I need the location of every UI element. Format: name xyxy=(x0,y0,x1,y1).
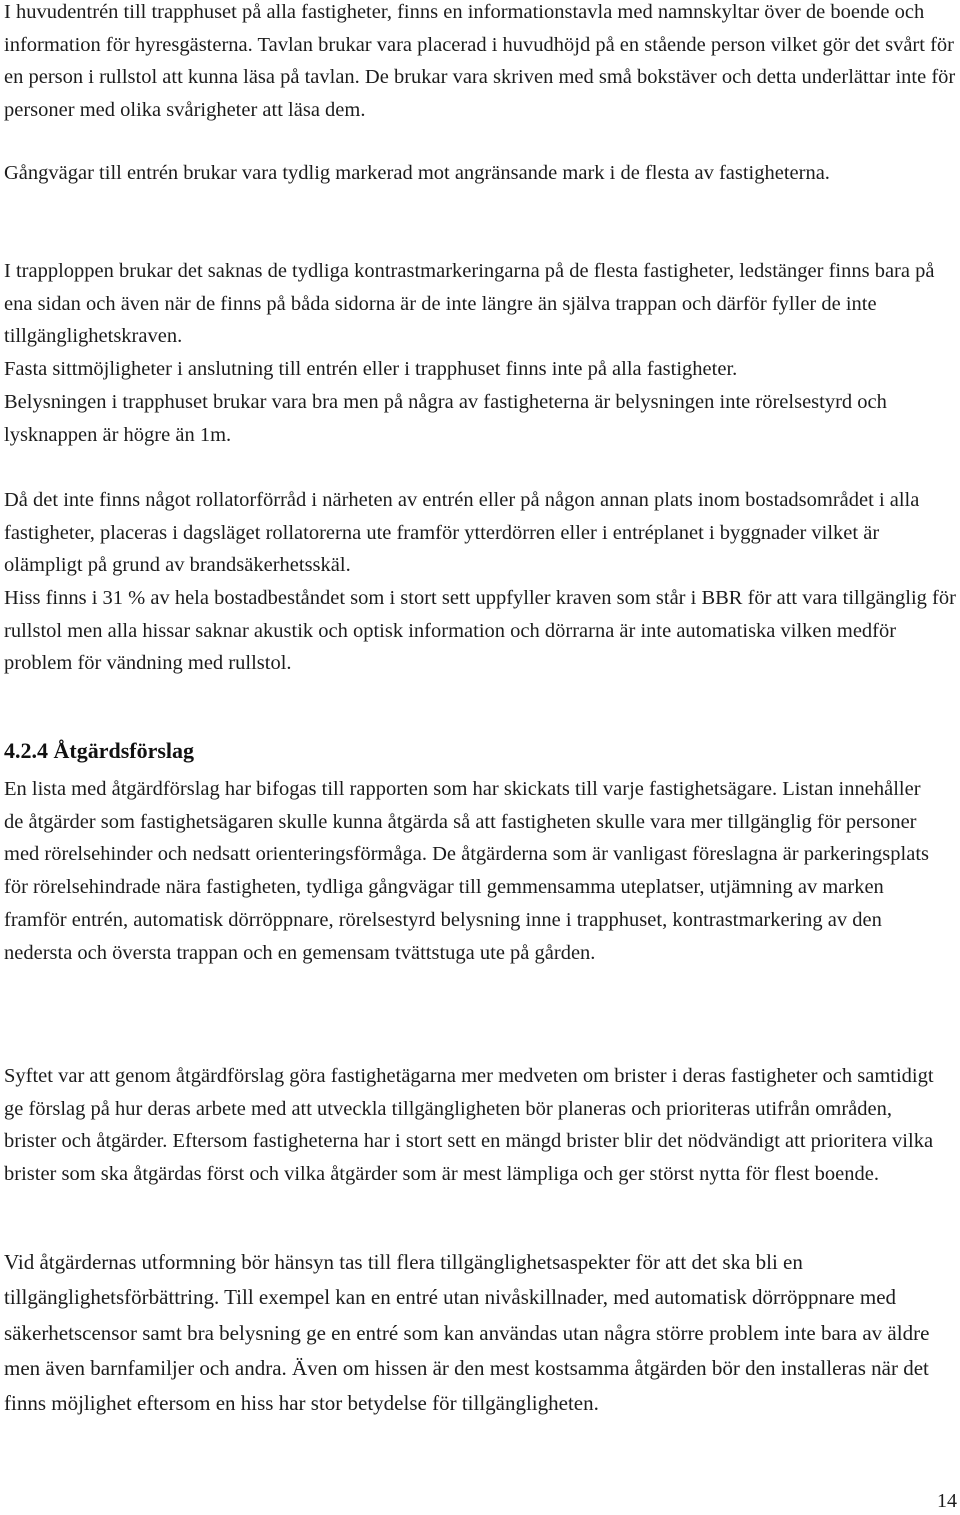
paragraph-information-board: I huvudentrén till trapphuset på alla fastigheter, finns en informationstavla med namnskyltar över de boende och information för hyresgästerna. Tavlan brukar vara placerad i huvudhöjd på en stående person vilket gör det svårt för en person i rullstol att kunna läsa på tavlan. De brukar vara skriven med små bokstäver och detta underlättar inte för personer med olika svårigheter att läsa dem. xyxy=(4,1,956,121)
paragraph-purpose: Syftet var att genom åtgärdförslag göra fastighetägarna mer medveten om brister i deras fastigheter och samtidigt ge förslag på hur deras arbete med att utveckla tillgängligheten bör planeras och prioriteras utifrån områden, brister och åtgärder. Eftersom fastigheterna har i stort sett en mängd brister blir det nödvändigt att prioritera vilka brister som ska åtgärdas först och vilka åtgärder som är mest lämpliga och ger störst nytta för flest boende. xyxy=(4,1065,934,1186)
paragraph-design-considerations: Vid åtgärdernas utformning bör hänsyn tas till flera tillgänglighetsaspekter för att det ska bli en tillgänglighetsförbättring. Till exempel kan en entré utan nivåskillnader, med automatisk dörröppnare med säkerhetscensor samt bra belysning ge en entré som kan användas utan några större problem inte bara av äldre men även barnfamiljer och andra. Även om hissen är den mest kostsamma åtgärden bör den installeras när det finns möjlighet eftersom en hiss har stor betydelse för tillgängligheten. xyxy=(4,1250,930,1416)
paragraph-stair-flights: I trapploppen brukar det saknas de tydliga kontrastmarkeringarna på de flesta fastigheter, ledstänger finns bara på ena sidan och även när de finns på båda sidorna är de inte längre än själva trappan och därför fyller de inte tillgänglighetskraven. xyxy=(4,260,935,348)
section-heading: 4.2.4 Åtgärdsförslag xyxy=(4,738,195,763)
paragraph-rollator-storage: Då det inte finns något rollatorförråd i närheten av entrén eller på någon annan plats inom bostadsområdet i alla fastigheter, placeras i dagsläget rollatorerna ute framför ytterdörren eller i entréplanet i byggnader vilket är olämpligt på grund av brandsäkerhetsskäl. xyxy=(4,489,920,576)
paragraph-elevators: Hiss finns i 31 % av hela bostadbeståndet som i stort sett uppfyller kraven som står i BBR för att vara tillgänglig för rullstol men alla hissar saknar akustik och optisk information och dörrarna är inte automatiska vilken medför problem för vändning med rullstol. xyxy=(4,587,956,675)
paragraph-walkways: Gångvägar till entrén brukar vara tydlig markerad mot angränsande mark i de flesta av fastigheterna. xyxy=(4,162,830,184)
page-number: 14 xyxy=(937,1490,957,1512)
paragraph-measure-list: En lista med åtgärdförslag har bifogas till rapporten som har skickats till varje fastighetsägare. Listan innehåller de åtgärder som fastighetsägaren skulle kunna åtgärda så att fastigheten skulle vara mer tillgänglig för personer med rörelsehinder och nedsatt orienteringsförmåga. De åtgärderna som är vanligast föreslagna är parkeringsplats för rörelsehindrade nära fastigheten, tydliga gångvägar till gemmensamma uteplatser, utjämning av marken framför entrén, automatisk dörröppnare, rörelsestyrd belysning inne i trapphuset, kontrastmarkering av den nedersta och översta trappan och en gemensam tvättstuga ute på gården. xyxy=(4,778,929,964)
paragraph-seating: Fasta sittmöjligheter i anslutning till entrén eller i trapphuset finns inte på alla fastigheter. xyxy=(4,358,738,380)
paragraph-lighting: Belysningen i trapphuset brukar vara bra men på några av fastigheterna är belysningen inte rörelsestyrd och lysknappen är högre än 1m. xyxy=(4,391,887,446)
